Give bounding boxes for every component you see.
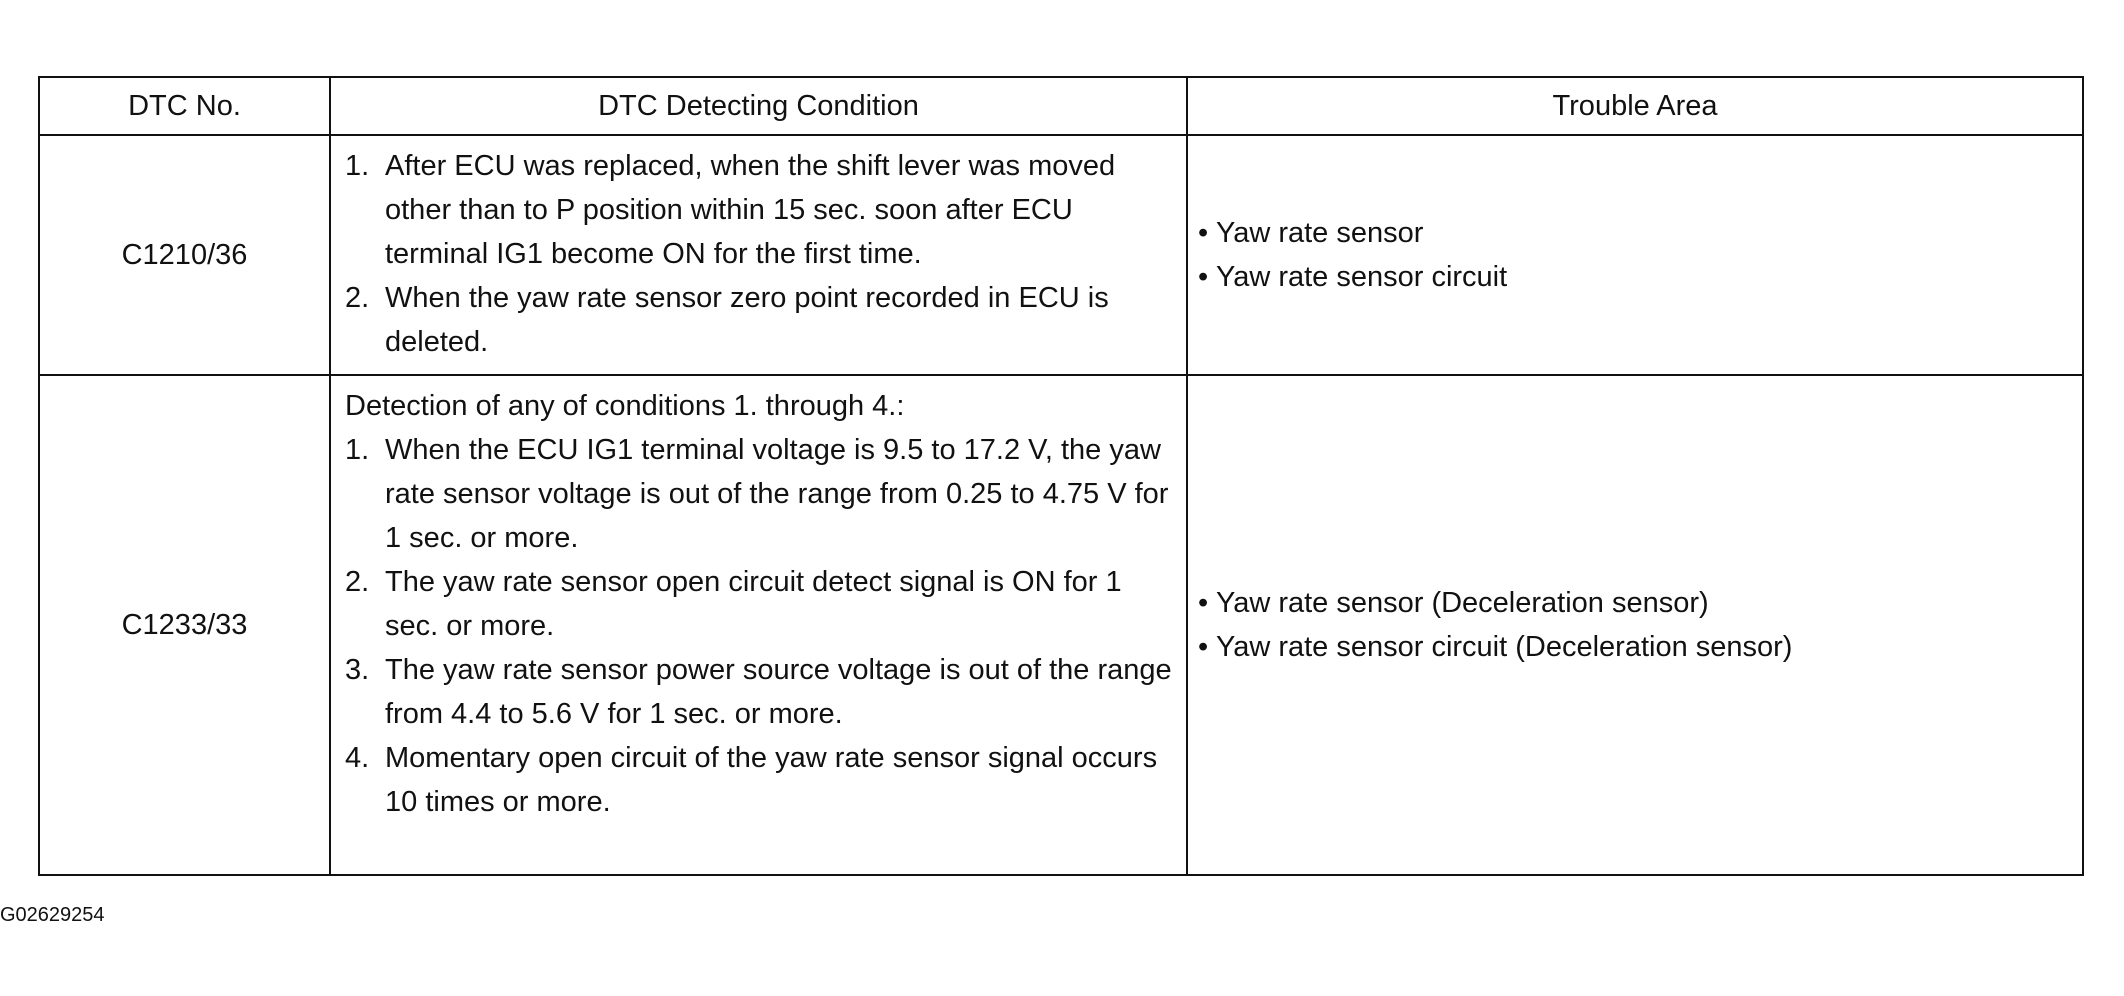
condition-text: After ECU was replaced, when the shift lever was moved other than to P position within 15 sec. soon after ECU terminal IG1 become ON for the first time. (385, 150, 1116, 270)
condition-text: The yaw rate sensor power source voltage is out of the range from 4.4 to 5.6 V for 1 sec. or more. (385, 654, 1172, 730)
trouble-area-item (1198, 211, 2072, 255)
bullet-icon: • (1198, 217, 1209, 249)
condition-number: 1. (345, 434, 370, 466)
trouble-area-text: Yaw rate sensor (Deceleration sensor) (1216, 587, 1709, 619)
bullet-icon: • (1198, 587, 1209, 619)
figure-id: G02629254 (0, 904, 105, 926)
trouble-area-text: Yaw rate sensor circuit (Deceleration sensor) (1216, 631, 1793, 663)
trouble-area-cell (1187, 135, 2083, 375)
condition-item (345, 428, 1172, 560)
bullet-icon: • (1198, 631, 1209, 663)
condition-list (345, 144, 1172, 364)
condition-intro: Detection of any of conditions 1. through 4.: (345, 390, 905, 422)
condition-item (345, 276, 1172, 364)
header-dtc-no: DTC No. (39, 77, 330, 135)
condition-text: When the ECU IG1 terminal voltage is 9.5 to 17.2 V, the yaw rate sensor voltage is out of the range from 0.25 to 4.75 V for 1 sec. or more. (385, 434, 1169, 554)
condition-text: The yaw rate sensor open circuit detect signal is ON for 1 sec. or more. (385, 566, 1122, 642)
trouble-area-text: Yaw rate sensor (1216, 217, 1424, 249)
trouble-area-list (1198, 581, 2072, 669)
condition-number: 1. (345, 150, 370, 182)
trouble-area-list (1198, 211, 2072, 299)
condition-item (345, 736, 1172, 824)
trouble-area-cell (1187, 375, 2083, 875)
condition-list (345, 428, 1172, 824)
condition-number: 2. (345, 566, 370, 598)
dtc-table (38, 76, 2084, 876)
trouble-area-item (1198, 581, 2072, 625)
condition-cell (330, 135, 1187, 375)
dtc-code-cell: C1210/36 (39, 135, 330, 375)
condition-cell (330, 375, 1187, 875)
condition-text: Momentary open circuit of the yaw rate sensor signal occurs 10 times or more. (385, 742, 1158, 818)
table-row (39, 375, 2083, 875)
condition-item (345, 144, 1172, 276)
header-row (39, 77, 2083, 135)
condition-item (345, 560, 1172, 648)
bullet-icon: • (1198, 261, 1209, 293)
trouble-area-item (1198, 255, 2072, 299)
condition-item (345, 648, 1172, 736)
table-row (39, 135, 2083, 375)
header-trouble-area: Trouble Area (1187, 77, 2083, 135)
dtc-code-cell: C1233/33 (39, 375, 330, 875)
trouble-area-item (1198, 625, 2072, 669)
trouble-area-text: Yaw rate sensor circuit (1216, 261, 1508, 293)
condition-text: When the yaw rate sensor zero point recorded in ECU is deleted. (385, 282, 1109, 358)
condition-number: 3. (345, 654, 370, 686)
header-detecting-condition: DTC Detecting Condition (330, 77, 1187, 135)
condition-number: 4. (345, 742, 370, 774)
condition-number: 2. (345, 282, 370, 314)
